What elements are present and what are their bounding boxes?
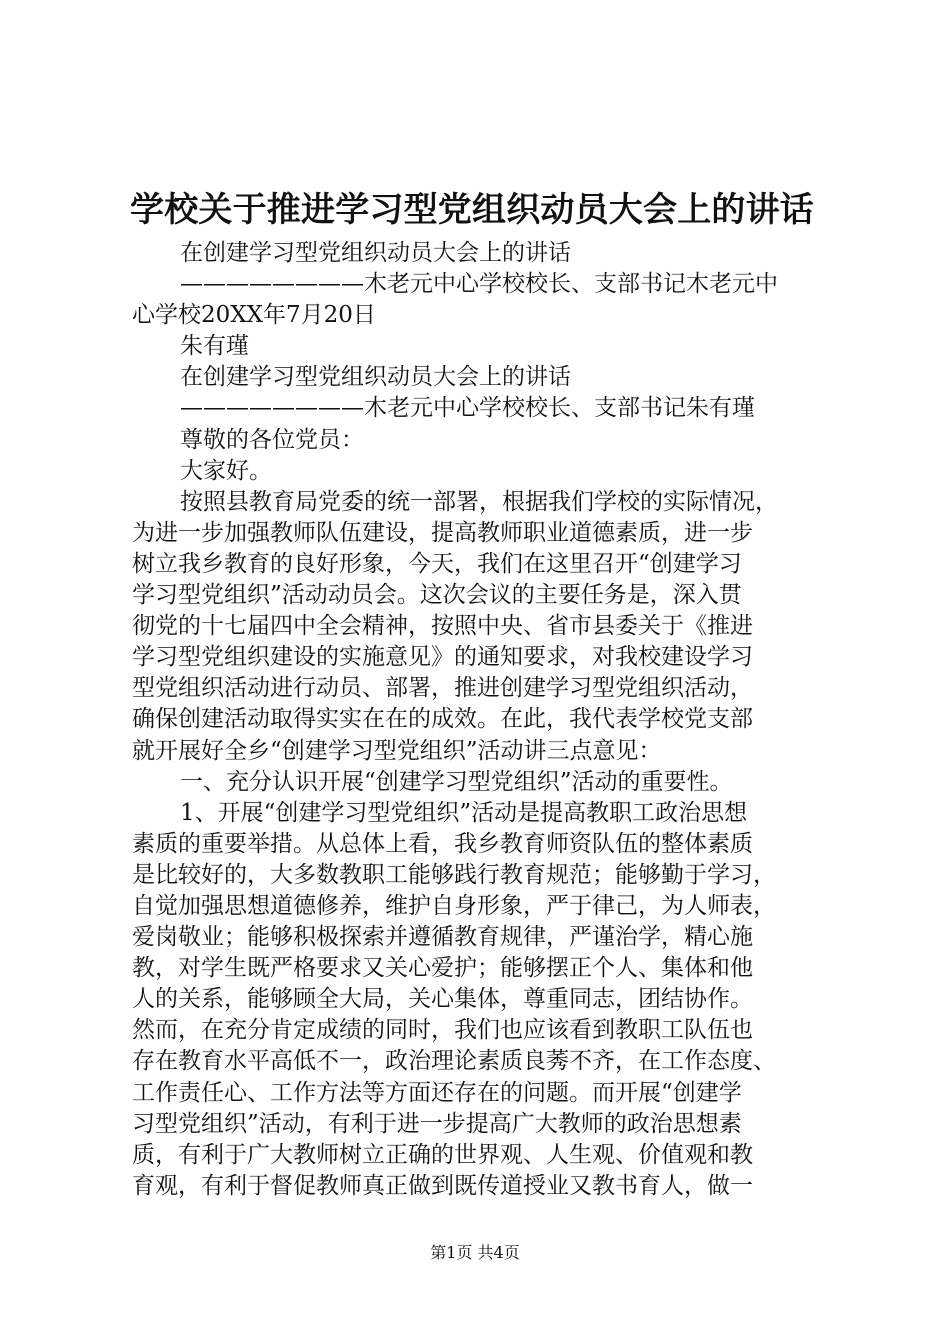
paragraph-line: ————————木老元中心学校校长、支部书记朱有瑾: [180, 395, 755, 422]
paragraph-line: 学习型党组织建设的实施意见》的通知要求，对我校建设学习: [132, 644, 753, 671]
paragraph-line: 质，有利于广大教师树立正确的世界观、人生观、价值观和教: [132, 1141, 753, 1168]
paragraph-line: 心学校20XX年7月20日: [132, 302, 376, 329]
paragraph-line: 教，对学生既严格要求又关心爱护；能够摆正个人、集体和他: [132, 955, 753, 982]
paragraph-line: 素质的重要举措。从总体上看，我乡教育师资队伍的整体素质: [132, 830, 753, 857]
paragraph-line: 在创建学习型党组织动员大会上的讲话: [180, 364, 571, 391]
paragraph-line: 1、开展“创建学习型党组织”活动是提高教职工政治思想: [180, 799, 748, 826]
paragraph-line: 爱岗敬业；能够积极探索并遵循教育规律，严谨治学，精心施: [132, 924, 753, 951]
paragraph-line: 然而，在充分肯定成绩的同时，我们也应该看到教职工队伍也: [132, 1017, 753, 1044]
paragraph-line: 确保创建活动取得实实在在的成效。在此，我代表学校党支部: [132, 706, 753, 733]
paragraph-line: 在创建学习型党组织动员大会上的讲话: [180, 240, 571, 266]
paragraph-line: 型党组织活动进行动员、部署，推进创建学习型党组织活动，: [132, 675, 753, 702]
paragraph-line: 就开展好全乡“创建学习型党组织”活动讲三点意见：: [132, 737, 662, 764]
paragraph-line: 人的关系，能够顾全大局，关心集体，尊重同志，团结协作。: [132, 986, 753, 1013]
paragraph-line: 朱有瑾: [180, 333, 249, 360]
paragraph-line: 尊敬的各位党员：: [180, 426, 364, 453]
document-body: [132, 238, 832, 1202]
document-title: 学校关于推进学习型党组织动员大会上的讲话: [130, 190, 814, 230]
paragraph-line: 存在教育水平高低不一，政治理论素质良莠不齐，在工作态度、: [132, 1048, 776, 1075]
paragraph-line: 彻党的十七届四中全会精神，按照中央、省市县委关于《推进: [132, 613, 753, 640]
paragraph-line: 大家好。: [180, 457, 272, 484]
paragraph-line: 为进一步加强教师队伍建设，提高教师职业道德素质，进一步: [132, 519, 753, 546]
paragraph-line: ————————木老元中心学校校长、支部书记木老元中: [180, 271, 778, 298]
paragraph-line: 自觉加强思想道德修养，维护自身形象，严于律己，为人师表，: [132, 892, 776, 919]
paragraph-line: 学习型党组织”活动动员会。这次会议的主要任务是，深入贯: [132, 582, 742, 609]
paragraph-line: 习型党组织”活动，有利于进一步提高广大教师的政治思想素: [132, 1110, 742, 1137]
paragraph-line: 一、充分认识开展“创建学习型党组织”活动的重要性。: [180, 768, 733, 795]
paragraph-line: 是比较好的，大多数教职工能够践行教育规范；能够勤于学习，: [132, 861, 776, 888]
paragraph-line: 育观，有利于督促教师真正做到既传道授业又教书育人，做一: [132, 1172, 753, 1199]
paragraph-line: 树立我乡教育的良好形象，今天，我们在这里召开“创建学习: [132, 550, 742, 577]
paragraph-line: 工作责任心、工作方法等方面还存在的问题。而开展“创建学: [132, 1079, 742, 1106]
page-number-footer: 第1页 共4页: [430, 1243, 520, 1262]
paragraph-line: 按照县教育局党委的统一部署，根据我们学校的实际情况，: [180, 488, 778, 515]
